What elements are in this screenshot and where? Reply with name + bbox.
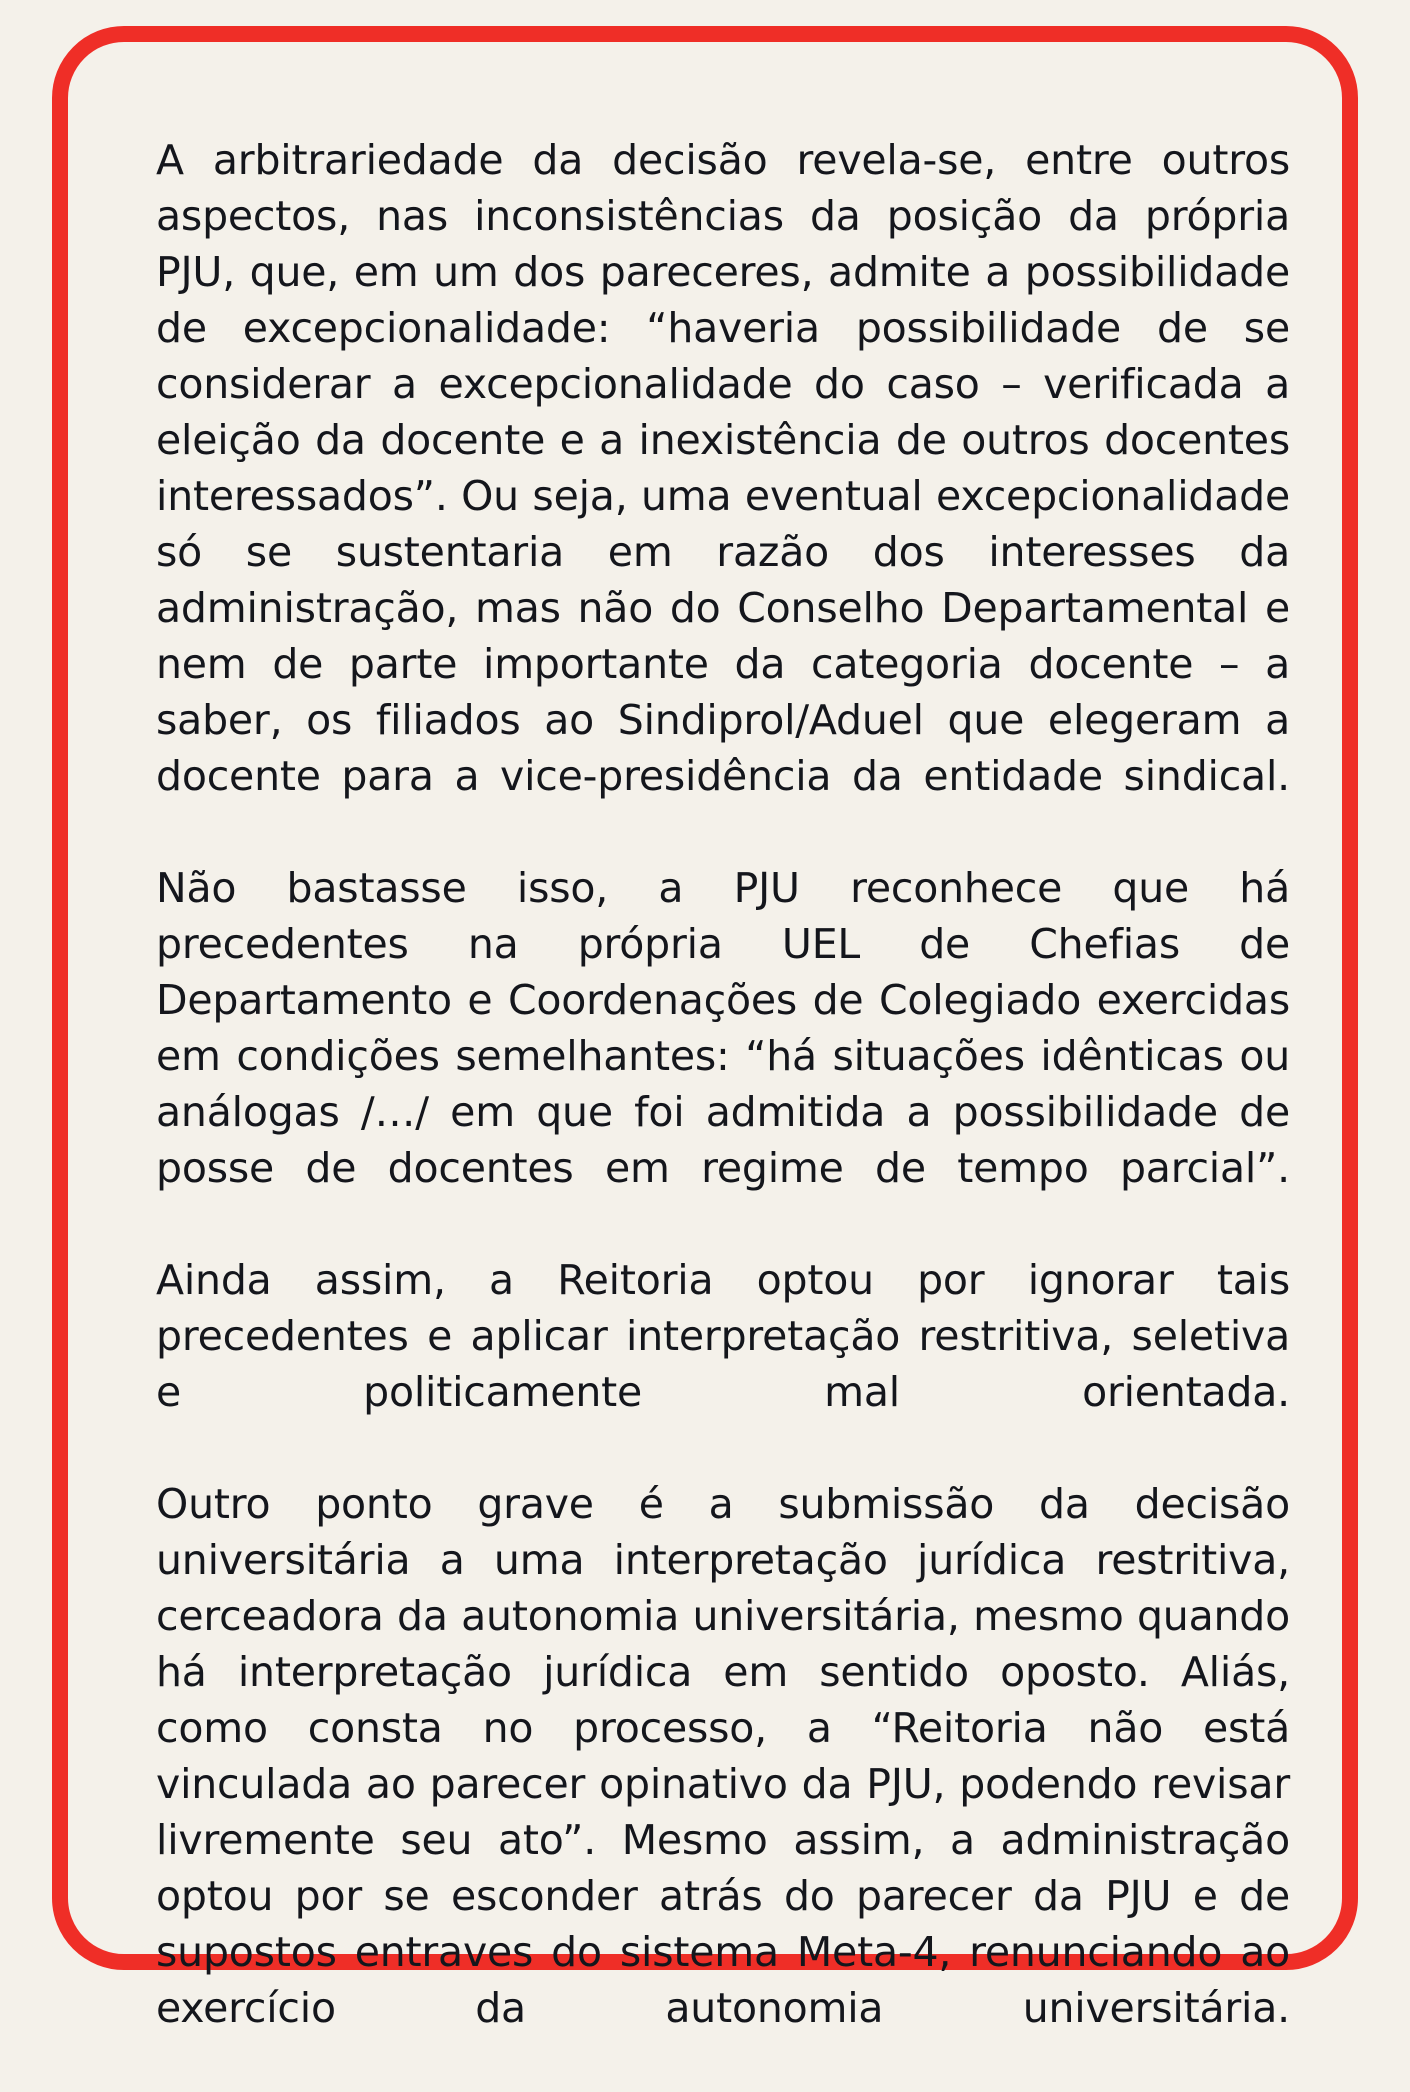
text-card — [52, 26, 1358, 2032]
document-text — [156, 132, 1290, 2092]
paragraph-4: Outro ponto grave é a submissão da decisão universitária a uma interpretação jurídica restritiva, cerceadora da autonomia universitária, mesmo quando há interpretação jurídica em sentido oposto. Aliás, como consta no processo, a “Reitoria não está vinculada ao parecer opinativo da PJU, podendo revisar livremente seu ato”. Mesmo assim, a administração optou por se esconder atrás do parecer da PJU e de supostos entraves do sistema Meta-4, renunciando ao exercício da autonomia universitária. — [156, 1480, 1290, 2032]
paragraph-2: Não bastasse isso, a PJU reconhece que há precedentes na própria UEL de Chefias de Departamento e Coordenações de Colegiado exercidas em condições semelhantes: “há situações idênticas ou análogas /…/ em que foi admitida a possibilidade de posse de docentes em regime de tempo parcial”. — [156, 864, 1290, 1192]
paragraph-3: Ainda assim, a Reitoria optou por ignorar tais precedentes e aplicar interpretação restritiva, seletiva e politicamente mal orientada. — [156, 1256, 1290, 1416]
paragraph-1: A arbitrariedade da decisão revela-se, entre outros aspectos, nas inconsistências da posição da própria PJU, que, em um dos pareceres, admite a possibilidade de excepcionalidade: “haveria possibilidade de se considerar a excepcionalidade do caso – verificada a eleição da docente e a inexistência de outros docentes interessados”. Ou seja, uma eventual excepcionalidade só se sustentaria em razão dos interesses da administração, mas não do Conselho Departamental e nem de parte importante da categoria docente – a saber, os filiados ao Sindiprol/Aduel que elegeram a docente para a vice-presidência da entidade sindical. — [156, 136, 1290, 800]
